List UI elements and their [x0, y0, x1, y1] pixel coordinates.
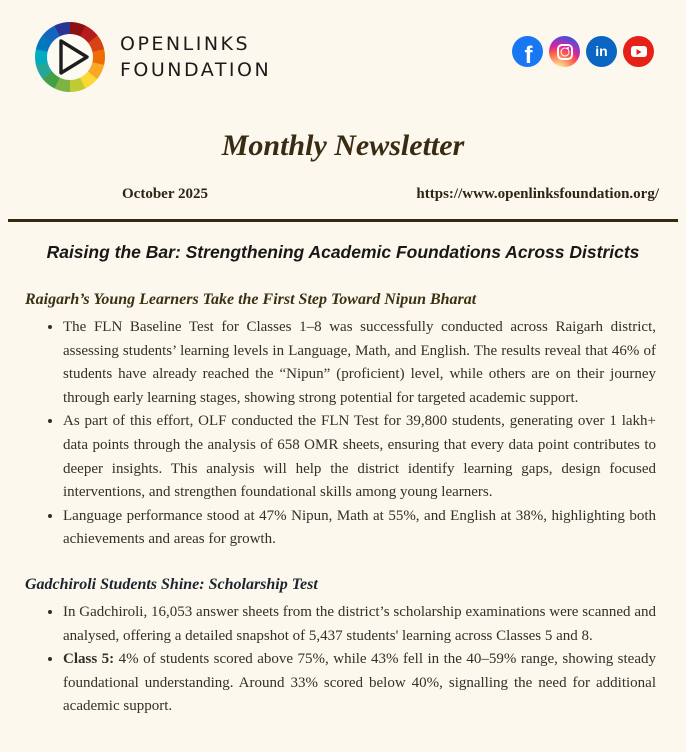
facebook-icon[interactable] — [512, 36, 543, 67]
section-heading-gadchiroli: Gadchiroli Students Shine: Scholarship Test — [25, 575, 318, 593]
section-gadchiroli — [0, 576, 686, 719]
bullet-text: As part of this effort, OLF conducted the FLN Test for 39,800 students, generating over 1 lakh+ data points through the analysis of 658 OMR sheets, ensuring that every data point contributes to deeper insights. This analysis will help the district identify learning gaps, design focused interventions, and strengthen foundational skills among young learners. — [63, 413, 656, 501]
header — [0, 0, 686, 92]
play-button-glyph — [631, 46, 647, 58]
list-item — [63, 505, 656, 552]
list-item — [63, 410, 656, 504]
color-wheel-logo-icon — [35, 22, 105, 92]
bullet-list-gadchiroli — [25, 601, 656, 719]
instagram-icon[interactable] — [549, 36, 580, 67]
camera-glyph — [557, 44, 573, 60]
section-heading-raigarh: Raigarh’s Young Learners Take the First Step Toward Nipun Bharat — [25, 291, 477, 308]
bullet-text: Language performance stood at 47% Nipun, Math at 55%, and English at 38%, highlighting both achievements and areas for growth. — [63, 507, 656, 548]
brand-wordmark-line2: FOUNDATION — [120, 59, 272, 81]
play-triangle-icon — [35, 22, 105, 92]
website-url-link[interactable]: https://www.openlinksfoundation.org/ — [416, 186, 659, 202]
facebook-glyph: f — [524, 42, 533, 67]
bullet-text: 4% of students scored above 75%, while 43% fell in the 40–59% range, showing steady foundational understanding. Around 33% scored below 40%, signalling the need for additional academic support. — [63, 651, 656, 715]
brand-wordmark-line1: OPENLINKS — [120, 33, 251, 55]
linkedin-glyph: in — [595, 42, 608, 59]
brand-logo[interactable] — [35, 22, 271, 92]
list-item — [63, 601, 656, 648]
bullet-list-raigarh — [25, 316, 656, 552]
youtube-icon[interactable] — [623, 36, 654, 67]
divider-rule — [8, 219, 678, 222]
linkedin-icon[interactable] — [586, 36, 617, 67]
social-links — [512, 36, 654, 67]
main-headline: Raising the Bar: Strengthening Academic Foundations Across Districts — [46, 242, 640, 262]
newsletter-title: Monthly Newsletter — [221, 129, 465, 162]
list-item — [63, 648, 656, 719]
bullet-text: The FLN Baseline Test for Classes 1–8 was successfully conducted across Raigarh district, assessing students’ learning levels in Language, Math, and English. The results reveal that 46% of students have already reached the “Nipun” (proficient) level, while others are on their journey through early learning stages, showing strong potential for targeted academic support. — [63, 319, 656, 406]
issue-date: October 2025 — [122, 186, 208, 202]
bullet-text: In Gadchiroli, 16,053 answer sheets from the district’s scholarship examinations were scanned and analysed, offering a detailed snapshot of 5,437 students' learning across Classes 5 and 8. — [63, 603, 656, 644]
list-item — [63, 316, 656, 410]
brand-wordmark — [120, 31, 271, 83]
section-raigarh — [0, 291, 686, 552]
bullet-lead: Class 5: — [63, 651, 115, 668]
masthead-meta — [122, 186, 659, 203]
